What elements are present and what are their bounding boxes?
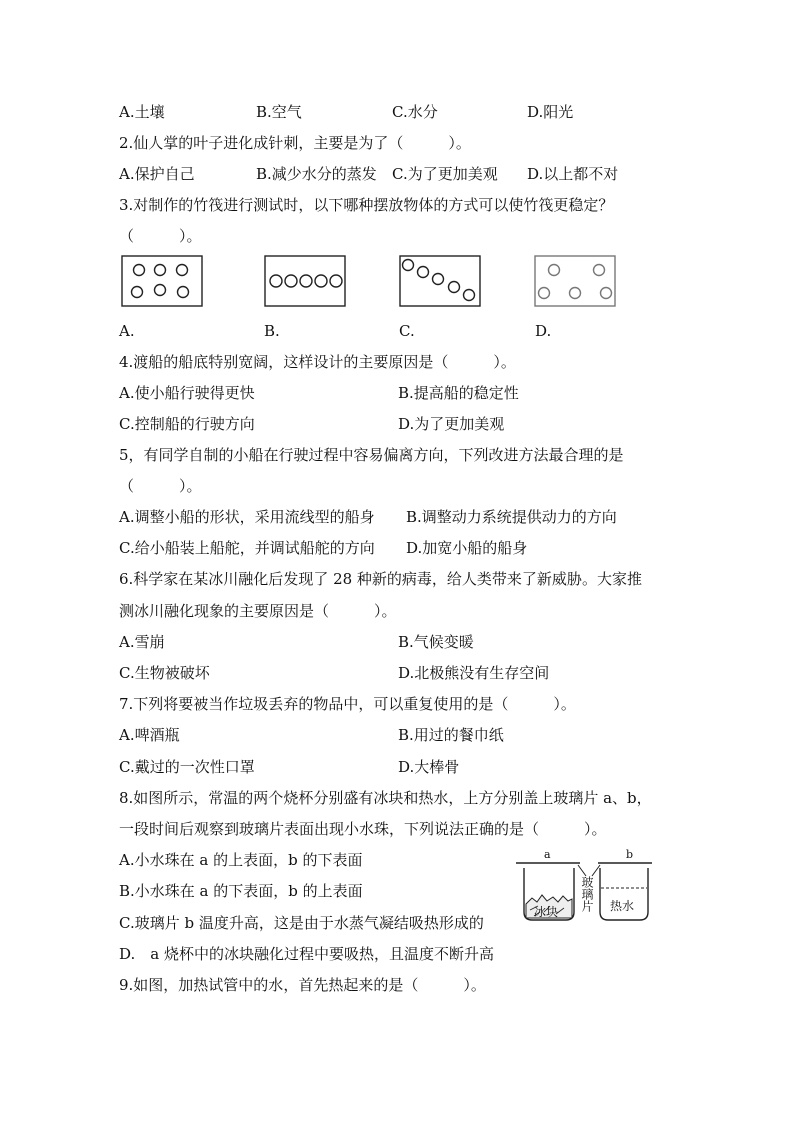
q2-option-a[interactable]: A.保护自己 [119,165,195,183]
label-a: a [544,848,551,861]
raft-a [122,256,202,306]
q8-option-a[interactable]: A.小水珠在 a 的上表面，b 的下表面 [119,851,363,869]
q3-stem: 3.对制作的竹筏进行测试时，以下哪种摆放物体的方式可以使竹筏更稳定？ [119,196,614,214]
q4-option-c[interactable]: C.控制船的行驶方向 [119,415,255,433]
q7-option-d[interactable]: D.大棒骨 [398,758,460,776]
q2-option-b[interactable]: B.减少水分的蒸发 [256,165,377,183]
glass-label: 玻璃片 [580,876,594,912]
q5-stem-cont: （ ）。 [119,477,202,495]
q6-stem-cont: 测冰川融化现象的主要原因是（ ）。 [119,602,397,620]
q6-option-a[interactable]: A.雪崩 [119,633,165,651]
q9-stem: 9.如图，加热试管中的水，首先热起来的是（ ）。 [119,976,486,994]
q7-stem: 7.下列将要被当作垃圾丢弃的物品中，可以重复使用的是（ ）。 [119,695,576,713]
q8-stem-cont: 一段时间后观察到玻璃片表面出现小水珠，下列说法正确的是（ ）。 [119,820,607,838]
q3-option-b[interactable]: B. [264,322,280,340]
q4-stem: 4.渡船的船底特别宽阔，这样设计的主要原因是（ ）。 [119,353,516,371]
q2-option-c[interactable]: C.为了更加美观 [392,165,498,183]
q5-option-d[interactable]: D.加宽小船的船身 [406,539,528,557]
q3-stem-cont: （ ）。 [119,227,202,245]
q6-option-b[interactable]: B.气候变暖 [398,633,474,651]
q5-option-b[interactable]: B.调整动力系统提供动力的方向 [406,508,617,526]
raft-b [265,256,345,306]
q5-option-c[interactable]: C.给小船装上船舵，并调试船舵的方向 [119,539,375,557]
q8-stem: 8.如图所示，常温的两个烧杯分别盛有冰块和热水，上方分别盖上玻璃片 a、b， [119,789,652,807]
hot-water-label: 热水 [610,899,635,913]
q1-option-a[interactable]: A.土壤 [119,103,165,121]
q7-option-c[interactable]: C.戴过的一次性口罩 [119,758,255,776]
q7-option-b[interactable]: B.用过的餐巾纸 [398,726,504,744]
q5-stem: 5，有同学自制的小船在行驶过程中容易偏离方向，下列改进方法最合理的是 [119,446,624,464]
beaker-figure [510,846,660,936]
q6-option-c[interactable]: C.生物被破坏 [119,664,210,682]
q3-option-d[interactable]: D. [535,322,552,340]
q6-stem: 6.科学家在某冰川融化后发现了 28 种新的病毒，给人类带来了新威胁。大家推 [119,570,642,588]
q6-option-d[interactable]: D.北极熊没有生存空间 [398,664,550,682]
ice-label: 冰块 [534,905,559,919]
q4-option-d[interactable]: D.为了更加美观 [398,415,505,433]
q4-option-b[interactable]: B.提高船的稳定性 [398,384,519,402]
label-b: b [626,848,634,861]
q2-stem: 2.仙人掌的叶子进化成针刺，主要是为了（ ）。 [119,134,471,152]
q1-option-c[interactable]: C.水分 [392,103,438,121]
q3-option-a[interactable]: A. [119,322,135,340]
q1-option-d[interactable]: D.阳光 [527,103,574,121]
raft-c [400,256,480,306]
raft-arrangement-figures [110,250,650,312]
q4-option-a[interactable]: A.使小船行驶得更快 [119,384,255,402]
q8-option-c[interactable]: C.玻璃片 b 温度升高，这是由于水蒸气凝结吸热形成的 [119,914,484,932]
q3-option-c[interactable]: C. [399,322,415,340]
q1-option-b[interactable]: B.空气 [256,103,302,121]
q2-option-d[interactable]: D.以上都不对 [527,165,619,183]
q8-option-d[interactable]: D. a 烧杯中的冰块融化过程中要吸热，且温度不断升高 [119,945,494,963]
q5-option-a[interactable]: A.调整小船的形状，采用流线型的船身 [119,508,375,526]
q7-option-a[interactable]: A.啤酒瓶 [119,726,180,744]
q8-option-b[interactable]: B.小水珠在 a 的下表面，b 的上表面 [119,882,363,900]
